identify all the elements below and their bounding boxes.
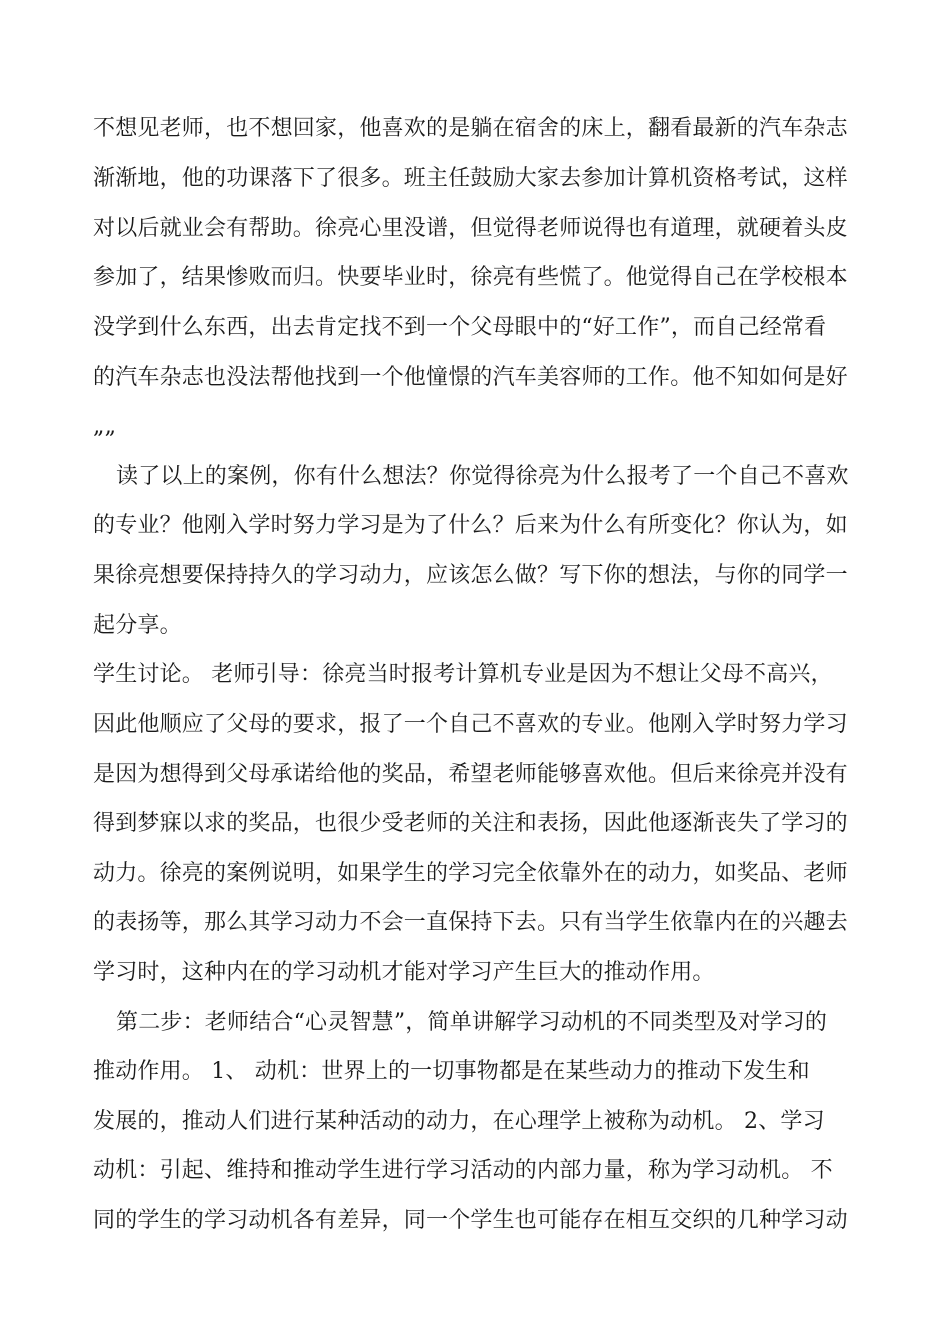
text-line: 动机：引起、维持和推动学生进行学习活动的内部力量，称为学习动机。 不: [93, 1158, 833, 1183]
text-line: 的汽车杂志也没法帮他找到一个他憧憬的汽车美容师的工作。他不知如何是好: [93, 365, 848, 390]
text-line: 是因为想得到父母承诺给他的奖品，希望老师能够喜欢他。但后来徐亮并没有: [93, 762, 848, 787]
text-line: 起分享。: [93, 613, 182, 638]
text-line: 学生讨论。 老师引导：徐亮当时报考计算机专业是因为不想让父母不高兴，: [93, 662, 833, 687]
text-line: 得到梦寐以求的奖品，也很少受老师的关注和表扬，因此他逐渐丧失了学习的: [93, 811, 848, 836]
text-line: 动力。徐亮的案例说明，如果学生的学习完全依靠外在的动力，如奖品、老师: [93, 861, 848, 886]
text-line: 果徐亮想要保持持久的学习动力，应该怎么做？写下你的想法，与你的同学一: [93, 563, 848, 588]
text-line: 没学到什么东西，出去肯定找不到一个父母眼中的“好工作”，而自己经常看: [93, 315, 827, 340]
text-line: 读了以上的案例，你有什么想法？你觉得徐亮为什么报考了一个自己不喜欢: [116, 464, 849, 489]
text-line: 学习时，这种内在的学习动机才能对学习产生巨大的推动作用。: [93, 960, 715, 985]
text-line: 同的学生的学习动机各有差异，同一个学生也可能存在相互交织的几种学习动: [93, 1208, 848, 1233]
text-line: 渐渐地，他的功课落下了很多。班主任鼓励大家去参加计算机资格考试，这样: [93, 166, 848, 191]
text-line: 发展的，推动人们进行某种活动的动力，在心理学上被称为动机。 2、学习: [93, 1109, 825, 1134]
text-line: 的表扬等，那么其学习动力不会一直保持下去。只有当学生依靠内在的兴趣去: [93, 910, 848, 935]
text-line: 参加了，结果惨败而归。快要毕业时，徐亮有些慌了。他觉得自己在学校根本: [93, 265, 848, 290]
text-line: 因此他顺应了父母的要求，报了一个自己不喜欢的专业。他刚入学时努力学习: [93, 712, 848, 737]
text-line: 的专业？他刚入学时努力学习是为了什么？后来为什么有所变化？你认为，如: [93, 513, 848, 538]
text-line: 不想见老师，也不想回家，他喜欢的是躺在宿舍的床上，翻看最新的汽车杂志: [93, 116, 848, 141]
text-line: 对以后就业会有帮助。徐亮心里没谱，但觉得老师说得也有道理，就硬着头皮: [93, 216, 848, 241]
text-line: 推动作用。 1、 动机：世界上的一切事物都是在某些动力的推动下发生和: [93, 1059, 810, 1084]
text-line: 第二步：老师结合“心灵智慧”，简单讲解学习动机的不同类型及对学习的: [116, 1010, 828, 1035]
ellipsis-line: „„: [93, 414, 117, 439]
